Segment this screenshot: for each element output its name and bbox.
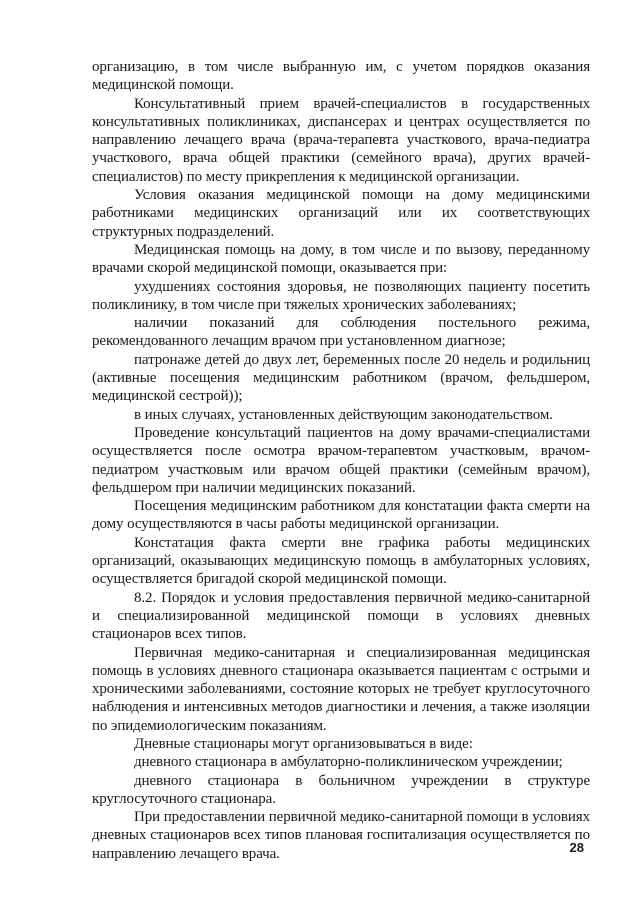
paragraph: Консультативный прием врачей-специалистов в государственных консультативных поликлиниках, диспансерах и центрах осуществляется по направлению лечащего врача (врача-терапевта участкового, врача-педиатра участкового, врача общей практики (семейного врача), других врачей-специалистов) по месту прикрепления к медицинской организации. xyxy=(92,95,590,185)
paragraph: Посещения медицинским работником для констатации факта смерти на дому осуществляются в часы работы медицинской организации. xyxy=(92,498,590,533)
paragraph: Условия оказания медицинской помощи на дому медицинскими работниками медицинских организаций или их соответствующих структурных подразделений. xyxy=(92,187,590,240)
paragraph: Первичная медико-санитарная и специализированная медицинская помощь в условиях дневного стационара оказывается пациентам с острыми и хроническими заболеваниями, состояние которых не требует круглосуточного наблюдения и интенсивных методов диагностики и лечения, а также изоляции по эпидемиологическим показаниям. xyxy=(92,644,590,734)
page-number: 28 xyxy=(569,840,584,855)
document-body xyxy=(92,58,590,863)
section-heading: 8.2. Порядок и условия предоставления первичной медико-санитарной и специализированной медицинской помощи в условиях дневных стационаров всех типов. xyxy=(92,589,590,643)
paragraph: организацию, в том числе выбранную им, с учетом порядков оказания медицинской помощи. xyxy=(92,59,590,94)
paragraph: Дневные стационары могут организовываться в виде: xyxy=(134,735,473,752)
paragraph: патронаже детей до двух лет, беременных после 20 недель и родильниц (активные посещения медицинским работником (врачом, фельдшером, медицинской сестрой)); xyxy=(92,351,590,405)
paragraph: наличии показаний для соблюдения постельного режима, рекомендованного лечащим врачом при установленном диагнозе; xyxy=(92,315,590,350)
paragraph: Медицинская помощь на дому, в том числе и по вызову, переданному врачами скорой медицинской помощи, оказывается при: xyxy=(92,241,590,277)
paragraph: Констатация факта смерти вне графика работы медицинских организаций, оказывающих медицинскую помощь в амбулаторных условиях, осуществляется бригадой скорой медицинской помощи. xyxy=(92,534,590,588)
paragraph: ухудшениях состояния здоровья, не позволяющих пациенту посетить поликлинику, в том числе при тяжелых хронических заболеваниях; xyxy=(92,278,590,313)
paragraph: дневного стационара в амбулаторно-поликлиническом учреждении; xyxy=(134,754,563,771)
paragraph: Проведение консультаций пациентов на дому врачами-специалистами осуществляется после осмотра врачом-терапевтом участковым, врачом-педиатром участковым или врачом общей практики (семейным врачом), фельдшером при наличии медицинских показаний. xyxy=(92,424,590,496)
paragraph: в иных случаях, установленных действующим законодательством. xyxy=(134,406,553,423)
paragraph: дневного стационара в больничном учреждении в структуре круглосуточного стационара. xyxy=(92,772,590,807)
paragraph: При предоставлении первичной медико-санитарной помощи в условиях дневных стационаров всех типов плановая госпитализация осуществляется по направлению лечащего врача. xyxy=(92,809,590,862)
